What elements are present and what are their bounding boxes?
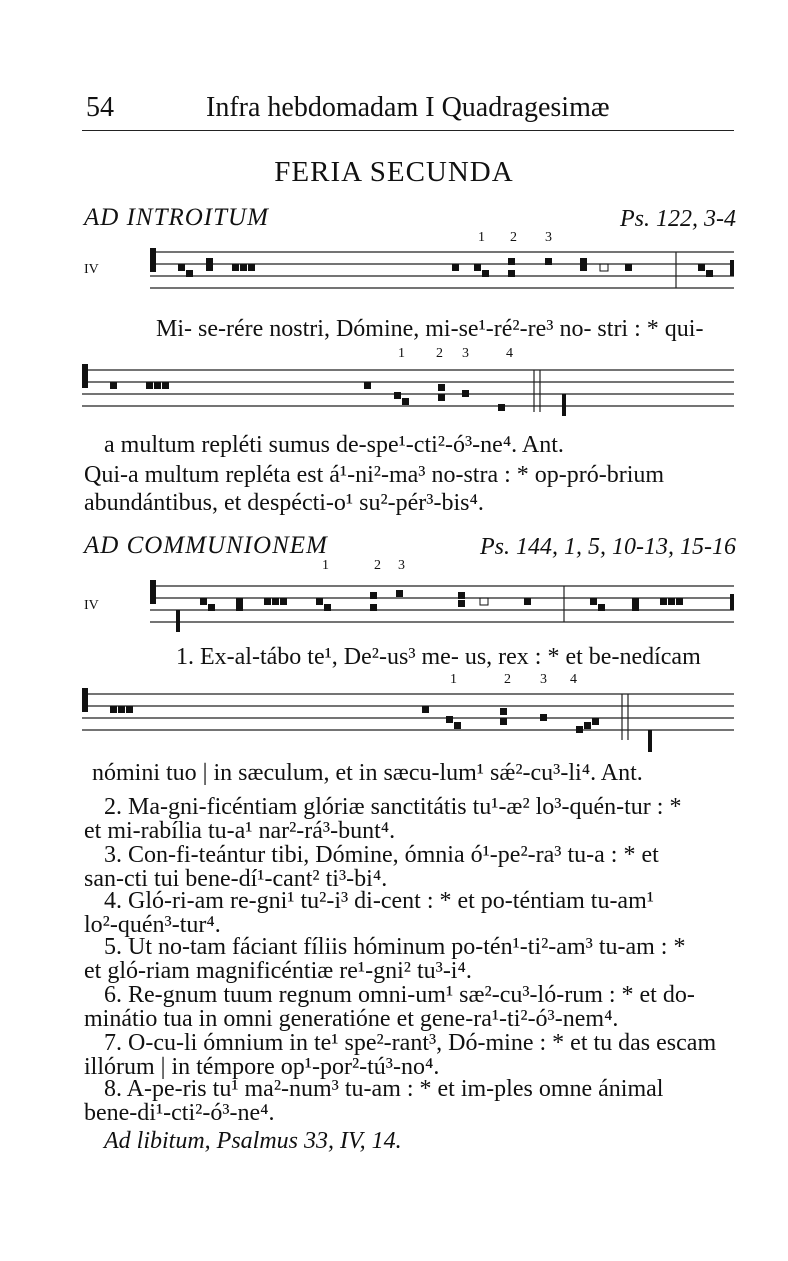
psalm-verse-line: et gló-riam magnificéntiæ re¹-gni² tu³-i⁴.	[84, 958, 472, 984]
psalm-verse-line: et mi-rabília tu-a¹ nar²-rá³-bunt⁴.	[84, 818, 396, 844]
intonation-number: 2	[374, 558, 381, 573]
introit-mode: IV	[84, 262, 99, 277]
psalm-verse-line: illórum | in témpore op¹-por²-tú³-no⁴.	[84, 1054, 440, 1080]
intonation-number: 3	[462, 346, 469, 361]
intonation-number: 3	[540, 672, 547, 687]
introit-lyric-line-2: a multum repléti sumus de-spe¹-cti²-ó³-ne⁴. Ant.	[104, 432, 564, 458]
psalm-verse-line: 8. A-pe-ris tu¹ ma²-num³ tu-am : * et im-ples omne ánimal	[104, 1076, 664, 1102]
intonation-number: 2	[436, 346, 443, 361]
page-number: 54	[86, 92, 114, 123]
intonation-number: 4	[506, 346, 513, 361]
psalm-verse-line: minátio tua in omni generatióne et gene-ra¹-ti²-ó³-nem⁴.	[84, 1006, 619, 1032]
psalm-verse-line: 4. Gló-ri-am re-gni¹ tu²-i³ di-cent : * et po-téntiam tu-am¹	[104, 888, 654, 914]
page-title: FERIA SECUNDA	[274, 156, 514, 188]
communion-mode: IV	[84, 598, 99, 613]
psalm-verse-line: bene-di¹-cti²-ó³-ne⁴.	[84, 1100, 275, 1126]
communion-psalm-ref: Ps. 144, 1, 5, 10-13, 15-16	[480, 534, 736, 560]
introit-verse-line-2: abundántibus, et despécti-o¹ su²-pér³-bis⁴.	[84, 490, 484, 516]
running-title: Infra hebdomadam I Quadragesimæ	[206, 92, 610, 123]
psalm-verse-line: 3. Con-fi-teántur tibi, Dómine, ómnia ó¹-pe²-ra³ tu-a : * et	[104, 842, 659, 868]
intonation-number: 2	[510, 230, 517, 245]
introit-lyric-line-1: Mi- se-rére nostri, Dómine, mi-se¹-ré²-re³ no- stri : * qui-	[156, 316, 704, 342]
communion-lyric-line-1: 1. Ex-al-tábo te¹, De²-us³ me- us, rex : * et be-nedícam	[176, 644, 701, 670]
communion-label: AD COMMUNIONEM	[84, 532, 328, 559]
intonation-number: 1	[322, 558, 329, 573]
psalm-verse-line: san-cti tui bene-dí¹-cant² ti³-bi⁴.	[84, 866, 388, 892]
introit-verse-line-1: Qui-a multum repléta est á¹-ni²-ma³ no-stra : * op-pró-brium	[84, 462, 665, 488]
psalm-verse-line: 5. Ut no-tam fáciant fíliis hóminum po-tén¹-ti²-am³ tu-am : *	[104, 934, 686, 960]
ad-libitum-note: Ad libitum, Psalmus 33, IV, 14.	[104, 1128, 402, 1154]
psalm-verse-line: 2. Ma-gni-ficéntiam glóriæ sanctitátis tu¹-æ² lo³-quén-tur : *	[104, 794, 682, 820]
intonation-number: 3	[545, 230, 552, 245]
intonation-number: 2	[504, 672, 511, 687]
intonation-number: 1	[450, 672, 457, 687]
introit-psalm-ref: Ps. 122, 3-4	[620, 206, 736, 232]
communion-lyric-line-2: nómini tuo | in sæculum, et in sæcu-lum¹ sǽ²-cu³-li⁴. Ant.	[92, 760, 643, 786]
psalm-verse-line: 6. Re-gnum tuum regnum omni-um¹ sæ²-cu³-ló-rum : * et do-	[104, 982, 695, 1008]
psalm-verse-line: 7. O-cu-li ómnium in te¹ spe²-rant³, Dó-mine : * et tu das escam	[104, 1030, 717, 1056]
intonation-number: 4	[570, 672, 577, 687]
psalm-verse-line: lo²-quén³-tur⁴.	[84, 912, 221, 938]
intonation-number: 1	[478, 230, 485, 245]
intonation-number: 3	[398, 558, 405, 573]
intonation-number: 1	[398, 346, 405, 361]
introit-label: AD INTROITUM	[84, 204, 269, 231]
